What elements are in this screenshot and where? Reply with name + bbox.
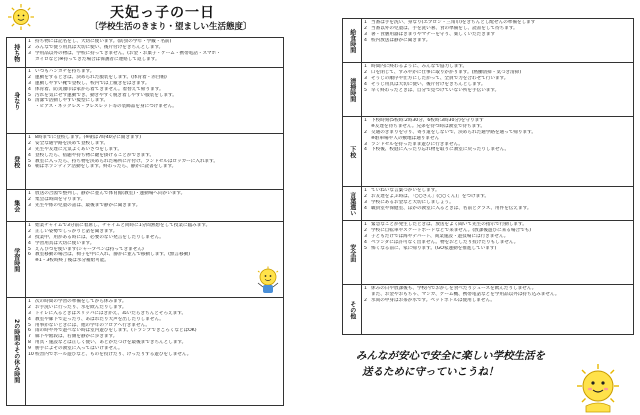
rule-text: 休みの日や放課後も、学校内でおかしを食べたりジュースを飲んだりしません。 (371, 286, 537, 291)
rule-text: 用具・施設などは正しく使い、あとかたづけを最後まできちんとします。 (35, 340, 187, 346)
rule-section (343, 187, 634, 221)
rule-number: 4 (364, 147, 367, 153)
section-label (343, 221, 362, 285)
rule-number: 10 (28, 351, 34, 357)
rule-text: 時間内に終わるように、みんなで協力します。 (371, 64, 468, 69)
rule-text: 体育着、防災頭巾は家から着てきません。着替えて帰ります。 (35, 86, 164, 92)
rule-number: 8 (28, 340, 31, 346)
section-items (362, 117, 634, 187)
rule-number: 1 (28, 135, 31, 140)
rule-number: 9 (28, 346, 31, 351)
rule-number: 2 (364, 297, 367, 303)
slogan-line-1: みんなが安心で安全に楽しい学校生活を (356, 350, 545, 362)
rule-item (28, 57, 281, 63)
section-label-text: 言葉遣い (348, 191, 356, 216)
section-label (343, 63, 362, 117)
mascot-sun-large-icon (572, 362, 624, 414)
rule-number: 4 (28, 316, 31, 322)
rule-number: 4 (28, 86, 31, 92)
rule-text: 勝手によその教室に入ってはいけません。 (35, 346, 123, 351)
rule-item (364, 88, 631, 94)
rule-text: 当番以外の児童は、手を洗い箸、食の準備をし、読書をして待ちます。 (371, 25, 518, 31)
rule-section (7, 298, 284, 406)
rule-text: ランドセルを持ったまま遊びに行きません。 (371, 141, 464, 147)
rule-number: 6 (28, 328, 31, 334)
rule-number: 5 (364, 245, 367, 251)
rule-number (28, 258, 35, 264)
rule-text: 次の時間の学習の準備をしてから休みます。 (35, 299, 127, 304)
section-label-text: 持ち物 (12, 43, 20, 62)
rule-number: 2 (364, 25, 367, 31)
rule-text: えんぴつを使います(シャープペンは持ってきません) (35, 246, 144, 252)
rule-text: 登校したら、宿題や持ち物に鍵を掛けることができます。 (35, 152, 155, 158)
rule-item (364, 246, 631, 252)
rule-text: 当番は手を洗い、身なり(エプロン・三角巾)をきちんとし配ぜんの準備をします (371, 20, 536, 25)
section-label-text: 2の時間やその休み時間 (12, 319, 20, 384)
rule-number: 5 (28, 246, 31, 252)
page-title: 天妃っ子の一日 (110, 5, 215, 21)
rule-text: また、お金やおもちゃ、マンガ、ゲーム機、携帯電話などを学用品以外は持ち込みません。 (371, 291, 560, 297)
rule-number: 1 (28, 223, 31, 228)
rule-number: 2 (28, 74, 31, 80)
section-label-text: 給食時間 (348, 28, 356, 53)
rule-number: 2 (28, 196, 31, 202)
rule-number: 5 (28, 158, 31, 164)
section-items (362, 19, 634, 63)
rule-text: ※1・3校時終了後は水分補給可能。 (35, 258, 110, 264)
rule-text: 校舎内でボール遊びなど、ものを投げたり、けったりする遊びをしません。 (35, 351, 192, 357)
rule-text: そうじの順序や仕方にしたがって、全員で力を合わせて行います。 (371, 75, 509, 81)
rule-number: 2 (364, 129, 367, 135)
rule-text: ベランダには許可なく出ません。物をおとしたり投げたりもしません。 (371, 239, 519, 245)
rule-text: 緊急なことが発生したときは、放送をよく聞いて先生の指示で行動します。 (371, 222, 527, 227)
page-subtitle: 〔学校生活のきまり・望ましい生活態度〕 (90, 22, 252, 32)
rule-text: 下校後、校庭に入ったり忘れ物を取りに教室に戻ったりしません。 (371, 147, 510, 153)
section-items (26, 38, 284, 68)
rule-text: 職員室や保健室、ほかの教室に入るときは、名前とクラス、用件を伝えます。 (371, 205, 532, 211)
rule-text: 教室に入ったら、持ち物を決められた場所に片付け、ランドセルはロッカーに入れます。 (35, 158, 218, 164)
section-items (362, 221, 634, 285)
rule-text: 安全な通学路を決めて登校します。 (35, 140, 109, 146)
rule-number: 1 (28, 191, 31, 196)
rule-number: 2 (364, 227, 367, 233)
rule-text: 運動しやすい靴で登校し、校内では上履きをはきます。 (35, 80, 150, 86)
section-label-text: 身なり (12, 91, 20, 110)
rule-text: 学用品以外の物は、学校に持ってきません。(お金・お菓子・ゲーム・携帯電話・スマホ・ (35, 50, 221, 56)
rule-item (364, 147, 631, 153)
rule-number: 2 (28, 228, 31, 234)
rule-number: 3 (364, 233, 367, 239)
section-label-text: 下校 (348, 145, 356, 158)
rule-number: 1 (364, 20, 367, 25)
section-items (362, 63, 634, 117)
right-rules-table (342, 18, 634, 335)
rule-number: 3 (28, 310, 31, 316)
rule-text: 汚れを気にせず運動でき、動きやすく脱ぎ着しやすい服装をします。 (35, 92, 177, 98)
rule-section (343, 63, 634, 117)
rule-number: 4 (364, 205, 367, 211)
rule-number: 6 (28, 252, 31, 258)
rule-text: ていねいな言葉づかいをします。 (371, 188, 440, 193)
rule-section (7, 190, 284, 222)
rule-text: 教室や廊下で走ったり、あばれたり大声を出したりしません。 (35, 316, 164, 322)
section-items (26, 298, 284, 406)
sun-mascot-icon (6, 2, 36, 32)
rule-text: 早く終わったときは、自分で見つけていない所を手伝います。 (371, 87, 500, 93)
rule-text: 集会は時間を守ります。 (35, 196, 86, 202)
rule-section (343, 285, 634, 335)
rule-number: 2 (28, 304, 31, 310)
rule-item (28, 352, 281, 358)
slogan (356, 348, 545, 381)
rule-section (343, 221, 634, 285)
rule-number: 1 (364, 222, 367, 227)
rule-number: 3 (28, 202, 31, 208)
rule-number: 7 (28, 334, 31, 340)
rule-text: 持ち物には記名をし、大切に使います。(防虫の学年・学級・名前) (35, 39, 172, 44)
rule-text: 学校にあるお金など大切にしましょう。 (371, 199, 454, 205)
section-label (7, 68, 26, 134)
rule-number: 2 (28, 44, 31, 50)
section-label (343, 187, 362, 221)
section-label-text: 登校 (12, 155, 20, 168)
mascot-study-icon (255, 266, 281, 296)
section-items (26, 190, 284, 222)
rule-text: 学校に自転車やスケートボードなどで来ません。(放課後遊びに来る場合でも) (371, 227, 532, 233)
rule-number: 2 (364, 193, 367, 199)
rule-text: 用事がないときには、他の学年のフロアへ行きません。 (35, 322, 151, 328)
rule-text: みんなで使う用具は大切に使い、後片付けをきちんとします。 (35, 44, 164, 50)
rule-text: 正しい姿勢でしっかりと話を聞きます。 (35, 228, 118, 234)
rule-item (28, 258, 281, 264)
rule-section (343, 19, 634, 63)
rule-number: 3 (364, 141, 367, 147)
rule-number: 1 (28, 39, 31, 44)
rule-text: 先生や係の児童の話は、最後まで静かに聞きます。 (35, 202, 141, 208)
rule-section (7, 222, 284, 298)
section-label (7, 298, 26, 406)
rule-text: 放送の合図で整列し、静かに並んで体育館(教室)・運動場へ向かいます。 (35, 191, 186, 196)
rule-text: ※友達を待ちません。兄弟を待つ時は教室で待ちます。 (371, 123, 486, 129)
section-label-text: 学習時間 (12, 247, 20, 272)
rule-text: 廊下や階段は、右側を静かに歩きます。 (35, 334, 118, 340)
rule-number: 5 (364, 87, 367, 93)
rule-text: 雨の時や外で遊べない時は室内遊びをします。(トランプできごろくなどはOK) (35, 328, 197, 334)
rule-text: カイロなど)※持ってきた場合は保護者に連絡して返します。 (35, 56, 160, 62)
rule-number: 5 (28, 322, 31, 328)
slogan-line-2: 送るために守っていこうね！ (362, 366, 499, 379)
rule-number: 4 (28, 152, 31, 158)
rule-text: トイレに入るときはスリッパにはきかえ、ぬいだらきちんとそろえます。 (35, 310, 187, 316)
rule-section (7, 38, 284, 68)
rule-section (7, 134, 284, 190)
rule-text: 交通のきまりを守り、寄り道をしないで、決められた通学路を通って帰ります。 (371, 129, 536, 135)
rule-text: 水筒の中身はお茶か水です。ペットボトルは使用しません。 (371, 297, 495, 303)
rule-number: 3 (364, 75, 367, 81)
rule-number: 3 (364, 199, 367, 205)
rule-item (364, 206, 631, 212)
rule-number: 2 (364, 69, 367, 75)
section-label (7, 190, 26, 222)
rule-text: 運動をするときは、決められた服装をします。(体育着・赤白帽) (35, 74, 167, 80)
section-label-text: 清掃時間 (348, 77, 356, 102)
rule-number: 1 (364, 64, 367, 69)
rule-number: 6 (28, 164, 31, 170)
rule-text: ※駐車場や人の敷地は通りません (371, 135, 440, 141)
section-items (26, 222, 284, 298)
rule-text: 授業中、用がある時には、必要のない発言をしたりしません。 (35, 234, 164, 240)
rule-item (28, 164, 281, 170)
rule-number: 3 (364, 31, 367, 37)
rule-number: 4 (28, 240, 31, 246)
rule-section (7, 68, 284, 134)
rule-item (28, 203, 281, 209)
section-label (343, 285, 362, 335)
section-label (343, 117, 362, 187)
rule-text: 朝はボランティア活動をします。終わったら、静かに読書をします。 (35, 164, 177, 170)
section-label-text: その他 (348, 300, 356, 319)
rule-text: 教室移動の場合は、椅子を中に入れ、静かに並んで移動します。(無言移動) (35, 252, 191, 258)
rule-number: 1 (364, 286, 367, 291)
rule-text: 口を閉じて、すみやかに仕事に取りかかります。(黙働清掃・気づき清掃) (371, 69, 522, 75)
rule-text: いつもハンカチを持ちます。 (35, 69, 95, 74)
section-label (7, 222, 26, 298)
rule-number: 2 (28, 140, 31, 146)
rule-number: 6 (28, 98, 31, 104)
rule-number: 3 (28, 80, 31, 86)
section-items (362, 285, 634, 335)
rule-text: お友達をよぶ時は、「○○さん」(○○くん)」をつけます。 (371, 193, 490, 199)
rule-number: 5 (28, 92, 31, 98)
rule-section (343, 117, 634, 187)
section-label-text: 集会 (12, 199, 20, 212)
rule-text: 8時までに登校します。(※朝は7時40分に開きます) (35, 135, 142, 140)
section-items (26, 134, 284, 190)
rule-text: 校内放送は静かに聞きます。 (371, 37, 431, 43)
left-rules-table (6, 37, 284, 406)
rule-item (364, 298, 631, 304)
section-label (343, 19, 362, 63)
rule-item (364, 38, 631, 44)
rule-text: 学習用具は大切に使います。 (35, 240, 95, 246)
rule-text: 清潔で活動しやすい髪型にします。 (35, 98, 109, 104)
rule-number: 3 (28, 50, 31, 56)
rule-number: 1 (364, 118, 367, 123)
rule-number: 1 (28, 299, 31, 304)
rule-number: 4 (364, 81, 367, 87)
rule-number (28, 57, 35, 63)
rule-number: 1 (364, 188, 367, 193)
page-header (0, 0, 340, 34)
section-label-text: 安全面 (348, 243, 356, 262)
rule-item (28, 104, 281, 110)
section-items (26, 68, 284, 134)
rule-text: 怖くなる前に、家に帰ります。(GO家運動を推進しています) (371, 245, 497, 251)
section-items (362, 187, 634, 221)
rule-number: 3 (28, 146, 31, 152)
rule-number: 3 (28, 234, 31, 240)
rule-text: ・ピアス・ネックレス・ブレスレット等の装飾品を身につけません。 (35, 104, 177, 110)
rule-number: 4 (364, 37, 367, 43)
rule-number: 1 (28, 69, 31, 74)
rule-text: 先生や友達に元気よくあいさつをします。 (35, 146, 122, 152)
rule-text: 子どもだけでは海やデパート、商業施設・遊技場には行きません。 (371, 233, 509, 239)
section-label (7, 134, 26, 190)
rule-text: 下校時刻(5校時:2時30分、6校時:3時30分)を守ります (371, 118, 484, 123)
rule-number (28, 104, 35, 110)
rule-text: お手洗いに行ったり、水を飲んだりします。 (35, 304, 127, 310)
rule-number: 4 (364, 239, 367, 245)
rule-text: そうじ用具は大切に使い、後片付けをきちんとします。 (371, 81, 486, 87)
rule-text: 箸・食膳用器はきまりやマナーを守り、楽しくいただきます (371, 31, 496, 37)
section-label (7, 38, 26, 68)
rule-text: 始業チャイムで3分前に着席し、チャイムと同時に1分間黙想をして授業に臨みます。 (35, 223, 211, 228)
